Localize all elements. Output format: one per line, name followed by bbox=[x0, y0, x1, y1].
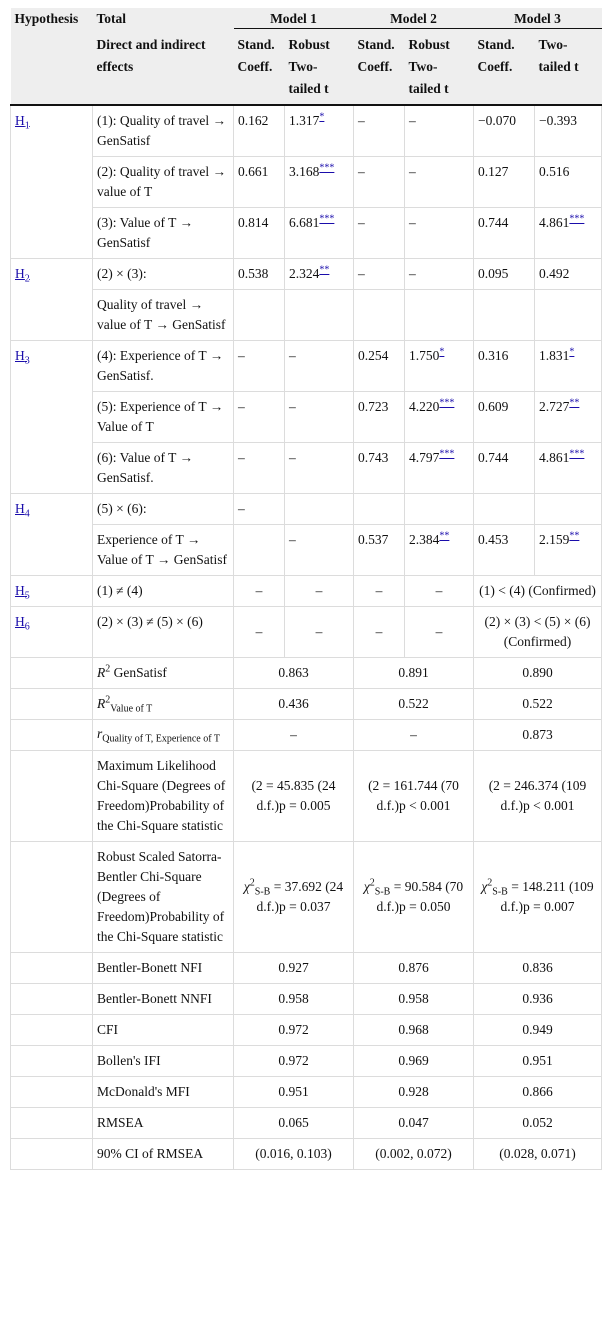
fit-m2: $\chi^2_{S-B} = 90.584$ (70 d.f.)p = 0.050 bbox=[354, 842, 474, 953]
m1-coeff: – bbox=[234, 607, 285, 658]
fit-label: Maximum Likelihood Chi-Square (Degrees of Freedom)Probability of the Chi-Square statistic bbox=[93, 751, 234, 842]
m3-t-value: 4.861 bbox=[539, 450, 570, 465]
blank-cell bbox=[11, 953, 93, 984]
m1-t-value: – bbox=[289, 532, 296, 547]
m2-coeff: – bbox=[354, 259, 405, 290]
m2-t bbox=[405, 157, 474, 208]
fit-row-cfi bbox=[11, 1015, 602, 1046]
m2-t bbox=[405, 494, 474, 525]
effect-cell: (5): Experience of T → Value of T bbox=[93, 392, 234, 443]
fit-row-sb-chi bbox=[11, 842, 602, 953]
fit-m1: 0.972 bbox=[234, 1046, 354, 1077]
m3-coeff: 0.127 bbox=[474, 157, 535, 208]
significance-footnote-link[interactable]: * bbox=[439, 346, 445, 358]
m3-result: (2) × (3) < (5) × (6) (Confirmed) bbox=[474, 607, 602, 658]
m2-coeff: – bbox=[354, 576, 405, 607]
blank-cell bbox=[11, 1046, 93, 1077]
m3-coeff: 0.316 bbox=[474, 341, 535, 392]
significance-footnote-link[interactable]: *** bbox=[319, 213, 335, 225]
header-model2: Model 2 bbox=[354, 8, 474, 29]
blank-cell bbox=[11, 751, 93, 842]
fit-label: CFI bbox=[93, 1015, 234, 1046]
m2-coeff bbox=[354, 494, 405, 525]
significance-footnote-link[interactable]: ** bbox=[569, 530, 580, 542]
table-row bbox=[11, 525, 602, 576]
m3-coeff: 0.744 bbox=[474, 443, 535, 494]
fit-row-nfi bbox=[11, 953, 602, 984]
hypothesis-link-h6[interactable]: $H_6$ bbox=[15, 614, 30, 633]
fit-row-ci bbox=[11, 1139, 602, 1170]
significance-footnote-link[interactable]: * bbox=[319, 111, 325, 123]
table-row bbox=[11, 443, 602, 494]
fit-row-r2-value bbox=[11, 689, 602, 720]
effect-cell: (2) × (3) ≠ (5) × (6) bbox=[93, 607, 234, 658]
m1-coeff: – bbox=[234, 341, 285, 392]
significance-footnote-link[interactable]: ** bbox=[319, 264, 330, 276]
m2-t: – bbox=[405, 576, 474, 607]
fit-m3: (0.028, 0.071) bbox=[474, 1139, 602, 1170]
hypothesis-cell bbox=[11, 494, 93, 576]
m2-t bbox=[405, 525, 474, 576]
fit-m1: $\chi^2_{S-B} = 37.692$ (24 d.f.)p = 0.037 bbox=[234, 842, 354, 953]
m2-coeff bbox=[354, 290, 405, 341]
header-m3-twotailed: Two-tailed t bbox=[535, 29, 602, 106]
m1-t bbox=[285, 157, 354, 208]
fit-m2: 0.522 bbox=[354, 689, 474, 720]
fit-label: Bentler-Bonett NNFI bbox=[93, 984, 234, 1015]
m2-t bbox=[405, 259, 474, 290]
m1-t-value: 3.168 bbox=[289, 164, 320, 179]
fit-row-correlation bbox=[11, 720, 602, 751]
fit-row-nnfi bbox=[11, 984, 602, 1015]
m3-coeff: 0.609 bbox=[474, 392, 535, 443]
fit-m1: (2 = 45.835 (24 d.f.)p = 0.005 bbox=[234, 751, 354, 842]
m3-t bbox=[535, 525, 602, 576]
m1-t bbox=[285, 259, 354, 290]
m3-coeff: 0.453 bbox=[474, 525, 535, 576]
hypothesis-link[interactable]: $H_1$ bbox=[15, 113, 30, 132]
m1-t bbox=[285, 494, 354, 525]
m3-coeff: 0.095 bbox=[474, 259, 535, 290]
fit-row-ml-chi bbox=[11, 751, 602, 842]
m1-coeff: – bbox=[234, 576, 285, 607]
fit-row-rmsea bbox=[11, 1108, 602, 1139]
header-effects: Direct and indirect effects bbox=[93, 29, 234, 106]
m1-coeff: – bbox=[234, 392, 285, 443]
m2-coeff: 0.537 bbox=[354, 525, 405, 576]
fit-label: McDonald's MFI bbox=[93, 1077, 234, 1108]
significance-footnote-link[interactable]: *** bbox=[569, 213, 585, 225]
fit-m3: 0.836 bbox=[474, 953, 602, 984]
m3-t-value: 2.727 bbox=[539, 399, 570, 414]
fit-label: Robust Scaled Satorra-Bentler Chi-Square (Degrees of Freedom)Probability of the Chi-Square statistic bbox=[93, 842, 234, 953]
fit-m1: 0.927 bbox=[234, 953, 354, 984]
m1-t bbox=[285, 290, 354, 341]
m1-t-value: 2.324 bbox=[289, 266, 320, 281]
m1-coeff: 0.814 bbox=[234, 208, 285, 259]
m3-t-value: 0.516 bbox=[539, 164, 570, 179]
blank-cell bbox=[11, 1015, 93, 1046]
significance-footnote-link[interactable]: *** bbox=[439, 397, 455, 409]
table-row bbox=[11, 157, 602, 208]
m2-t-value: – bbox=[409, 164, 416, 179]
fit-label: RMSEA bbox=[93, 1108, 234, 1139]
m2-t: – bbox=[405, 607, 474, 658]
m3-t-value: 0.492 bbox=[539, 266, 570, 281]
table-row bbox=[11, 392, 602, 443]
m1-coeff: 0.661 bbox=[234, 157, 285, 208]
fit-m3: 0.951 bbox=[474, 1046, 602, 1077]
m2-coeff: 0.723 bbox=[354, 392, 405, 443]
fit-m3: 0.052 bbox=[474, 1108, 602, 1139]
m3-coeff bbox=[474, 494, 535, 525]
fit-m2: (2 = 161.744 (70 d.f.)p < 0.001 bbox=[354, 751, 474, 842]
m3-t bbox=[535, 105, 602, 157]
fit-m1: 0.436 bbox=[234, 689, 354, 720]
m3-coeff: 0.744 bbox=[474, 208, 535, 259]
blank-cell bbox=[11, 720, 93, 751]
m2-t-value: – bbox=[409, 215, 416, 230]
m3-t-value: 4.861 bbox=[539, 215, 570, 230]
hypothesis-link-h5[interactable]: $H_5$ bbox=[15, 583, 30, 602]
hypothesis-cell bbox=[11, 576, 93, 607]
header-model1: Model 1 bbox=[234, 8, 354, 29]
m2-coeff: – bbox=[354, 105, 405, 157]
blank-cell bbox=[11, 984, 93, 1015]
m3-t bbox=[535, 341, 602, 392]
header-m1-coeff: Stand. Coeff. bbox=[234, 29, 285, 106]
blank-cell bbox=[11, 689, 93, 720]
fit-m2: 0.876 bbox=[354, 953, 474, 984]
blank-cell bbox=[11, 1139, 93, 1170]
fit-label: Bentler-Bonett NFI bbox=[93, 953, 234, 984]
m3-t bbox=[535, 290, 602, 341]
effect-cell: (1): Quality of travel → GenSatisf bbox=[93, 105, 234, 157]
table-row bbox=[11, 341, 602, 392]
significance-footnote-link[interactable]: * bbox=[569, 346, 575, 358]
effect-cell: (3): Value of T → GenSatisf bbox=[93, 208, 234, 259]
significance-footnote-link[interactable]: ** bbox=[569, 397, 580, 409]
significance-footnote-link[interactable]: *** bbox=[439, 448, 455, 460]
fit-label: $R^2$ GenSatisf bbox=[93, 658, 234, 689]
blank-cell bbox=[11, 1108, 93, 1139]
m1-t bbox=[285, 525, 354, 576]
m3-t-value: 1.831 bbox=[539, 348, 570, 363]
m1-t bbox=[285, 443, 354, 494]
header-blank bbox=[11, 29, 93, 106]
fit-m2: 0.928 bbox=[354, 1077, 474, 1108]
fit-label: Bollen's IFI bbox=[93, 1046, 234, 1077]
m1-coeff: – bbox=[234, 494, 285, 525]
table-row bbox=[11, 290, 602, 341]
hypothesis-cell bbox=[11, 607, 93, 658]
hypothesis-link[interactable]: $H_2$ bbox=[15, 266, 30, 285]
m3-result: (1) < (4) (Confirmed) bbox=[474, 576, 602, 607]
results-table bbox=[10, 8, 602, 1170]
fit-m3: 0.866 bbox=[474, 1077, 602, 1108]
m1-coeff: – bbox=[234, 443, 285, 494]
m3-t bbox=[535, 443, 602, 494]
table-row bbox=[11, 105, 602, 157]
effect-cell: (6): Value of T → GenSatisf. bbox=[93, 443, 234, 494]
fit-m1: – bbox=[234, 720, 354, 751]
hypothesis-link[interactable]: $H_3$ bbox=[15, 348, 30, 367]
m2-t bbox=[405, 443, 474, 494]
m2-t-value: 2.384 bbox=[409, 532, 440, 547]
fit-m2: 0.891 bbox=[354, 658, 474, 689]
m2-coeff: 0.743 bbox=[354, 443, 405, 494]
header-m2-robust: Robust Two-tailed t bbox=[405, 29, 474, 106]
significance-footnote-link[interactable]: *** bbox=[569, 448, 585, 460]
m3-t bbox=[535, 392, 602, 443]
significance-footnote-link[interactable]: ** bbox=[439, 530, 450, 542]
significance-footnote-link[interactable]: *** bbox=[319, 162, 335, 174]
fit-m3: (2 = 246.374 (109 d.f.)p < 0.001 bbox=[474, 751, 602, 842]
hypothesis-cell bbox=[11, 341, 93, 494]
fit-m1: 0.951 bbox=[234, 1077, 354, 1108]
m1-t: – bbox=[285, 607, 354, 658]
table-row bbox=[11, 259, 602, 290]
effect-cell: (5) × (6): bbox=[93, 494, 234, 525]
m1-t-value: – bbox=[289, 348, 296, 363]
fit-label: $R^2_{Value of T}$ bbox=[93, 689, 234, 720]
table-row bbox=[11, 494, 602, 525]
fit-m1: 0.972 bbox=[234, 1015, 354, 1046]
m2-t bbox=[405, 105, 474, 157]
m2-coeff: – bbox=[354, 157, 405, 208]
m1-t bbox=[285, 392, 354, 443]
blank-cell bbox=[11, 1077, 93, 1108]
hypothesis-cell bbox=[11, 105, 93, 259]
header-hypothesis: Hypothesis bbox=[11, 8, 93, 29]
fit-label: 90% CI of RMSEA bbox=[93, 1139, 234, 1170]
header-m2-coeff: Stand. Coeff. bbox=[354, 29, 405, 106]
m2-coeff: – bbox=[354, 607, 405, 658]
fit-m1: 0.958 bbox=[234, 984, 354, 1015]
fit-row-mfi bbox=[11, 1077, 602, 1108]
fit-m3: 0.522 bbox=[474, 689, 602, 720]
m3-t bbox=[535, 259, 602, 290]
fit-m1: (0.016, 0.103) bbox=[234, 1139, 354, 1170]
m3-t-value: −0.393 bbox=[539, 113, 577, 128]
m1-coeff: 0.538 bbox=[234, 259, 285, 290]
fit-m3: 0.890 bbox=[474, 658, 602, 689]
m2-t-value: 4.797 bbox=[409, 450, 440, 465]
m2-t-value: – bbox=[409, 266, 416, 281]
fit-m2: 0.969 bbox=[354, 1046, 474, 1077]
m2-coeff: 0.254 bbox=[354, 341, 405, 392]
fit-m3: 0.873 bbox=[474, 720, 602, 751]
m1-coeff bbox=[234, 525, 285, 576]
blank-cell bbox=[11, 842, 93, 953]
fit-m1: 0.863 bbox=[234, 658, 354, 689]
m1-t: – bbox=[285, 576, 354, 607]
fit-m2: 0.047 bbox=[354, 1108, 474, 1139]
fit-m3: 0.936 bbox=[474, 984, 602, 1015]
m1-t-value: 6.681 bbox=[289, 215, 320, 230]
m3-coeff: −0.070 bbox=[474, 105, 535, 157]
m2-t-value: 4.220 bbox=[409, 399, 440, 414]
effect-cell: (2) × (3): bbox=[93, 259, 234, 290]
effect-cell: (2): Quality of travel → value of T bbox=[93, 157, 234, 208]
fit-m2: (0.002, 0.072) bbox=[354, 1139, 474, 1170]
fit-m1: 0.065 bbox=[234, 1108, 354, 1139]
m2-t-value: 1.750 bbox=[409, 348, 440, 363]
fit-m2: 0.968 bbox=[354, 1015, 474, 1046]
header-m3-coeff: Stand. Coeff. bbox=[474, 29, 535, 106]
table-row bbox=[11, 208, 602, 259]
m3-t bbox=[535, 494, 602, 525]
m3-t bbox=[535, 157, 602, 208]
header-m1-robust: Robust Two-tailed t bbox=[285, 29, 354, 106]
m3-coeff bbox=[474, 290, 535, 341]
effect-cell: Quality of travel → value of T → GenSatisf bbox=[93, 290, 234, 341]
hypothesis-link[interactable]: $H_4$ bbox=[15, 501, 30, 520]
fit-m2: 0.958 bbox=[354, 984, 474, 1015]
m2-t bbox=[405, 290, 474, 341]
table-row-h5 bbox=[11, 576, 602, 607]
fit-row-ifi bbox=[11, 1046, 602, 1077]
m3-t-value: 2.159 bbox=[539, 532, 570, 547]
fit-label: $r_{Quality of T, Experience of T}$ bbox=[93, 720, 234, 751]
fit-m3: 0.949 bbox=[474, 1015, 602, 1046]
fit-m3: $\chi^2_{S-B} = 148.211$ (109 d.f.)p = 0.007 bbox=[474, 842, 602, 953]
hypothesis-cell bbox=[11, 259, 93, 341]
m2-t bbox=[405, 392, 474, 443]
fit-m2: – bbox=[354, 720, 474, 751]
header-total: Total bbox=[93, 8, 234, 29]
m1-t bbox=[285, 105, 354, 157]
effect-cell: (4): Experience of T → GenSatisf. bbox=[93, 341, 234, 392]
m1-t bbox=[285, 208, 354, 259]
m1-t-value: – bbox=[289, 450, 296, 465]
m2-t bbox=[405, 341, 474, 392]
effect-cell: (1) ≠ (4) bbox=[93, 576, 234, 607]
m2-coeff: – bbox=[354, 208, 405, 259]
header-model3: Model 3 bbox=[474, 8, 602, 29]
blank-cell bbox=[11, 658, 93, 689]
m1-coeff: 0.162 bbox=[234, 105, 285, 157]
m2-t bbox=[405, 208, 474, 259]
m1-coeff bbox=[234, 290, 285, 341]
fit-row-r2-gensatisf bbox=[11, 658, 602, 689]
table-body bbox=[11, 105, 602, 1170]
m1-t bbox=[285, 341, 354, 392]
m1-t-value: – bbox=[289, 399, 296, 414]
m2-t-value: – bbox=[409, 113, 416, 128]
m3-t bbox=[535, 208, 602, 259]
table-row-h6 bbox=[11, 607, 602, 658]
effect-cell: Experience of T → Value of T → GenSatisf bbox=[93, 525, 234, 576]
m1-t-value: 1.317 bbox=[289, 113, 320, 128]
